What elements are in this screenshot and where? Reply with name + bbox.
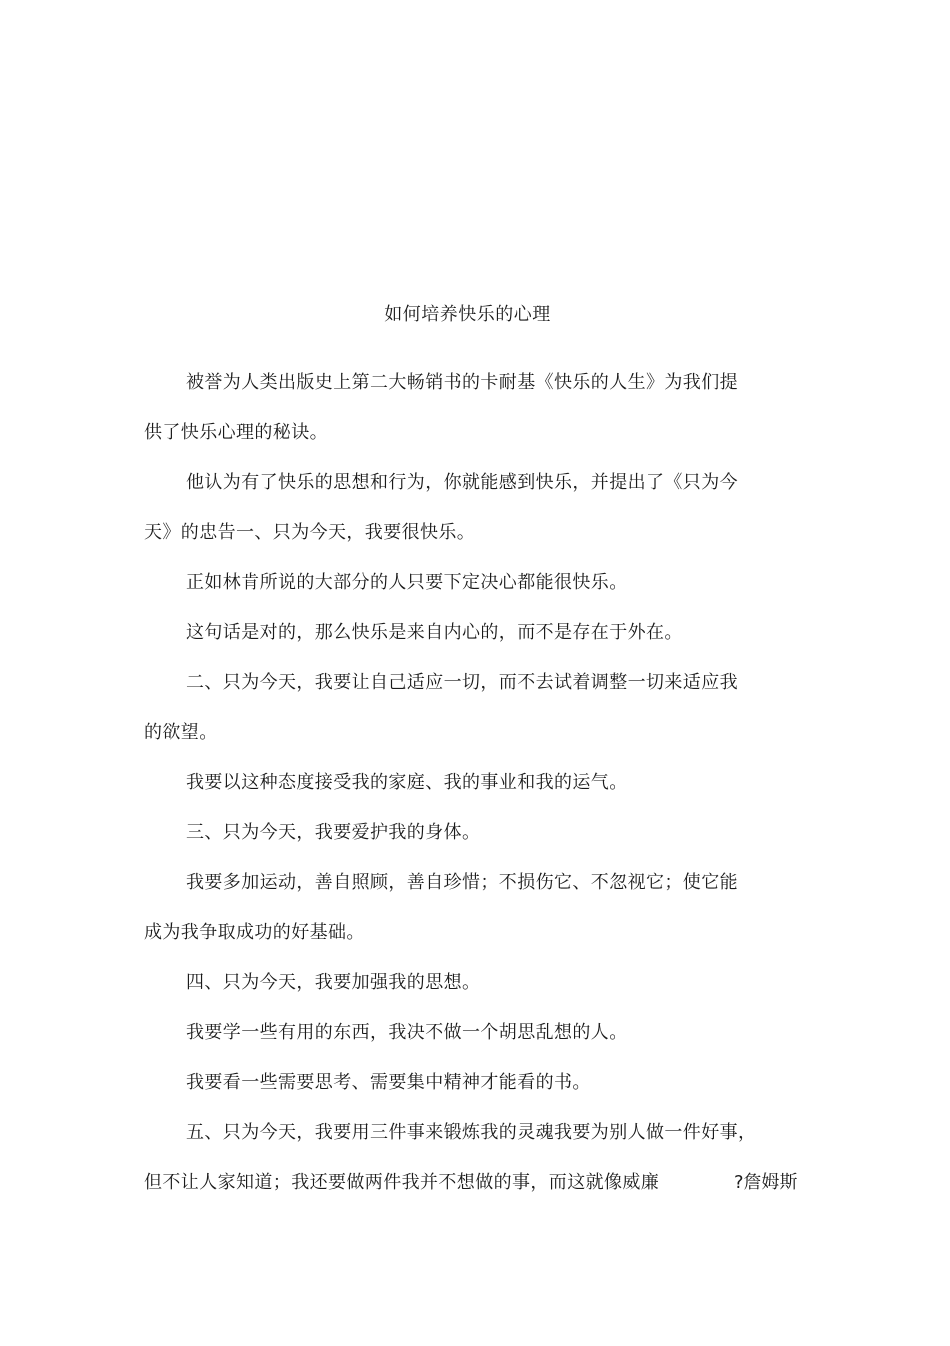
paragraph-line: 我要以这种态度接受我的家庭、我的事业和我的运气。: [186, 772, 628, 793]
paragraph-line: 但不让人家知道；我还要做两件我并不想做的事，而这就像威廉: [144, 1172, 660, 1193]
paragraph-line: 正如林肯所说的大部分的人只要下定决心都能很快乐。: [186, 572, 628, 593]
paragraph-line: 我要看一些需要思考、需要集中精神才能看的书。: [186, 1072, 591, 1093]
paragraph-line: 三、只为今天，我要爱护我的身体。: [186, 822, 481, 843]
paragraph-line: 我要多加运动，善自照顾，善自珍惜；不损伤它、不忽视它；使它能: [186, 872, 738, 893]
paragraph-line: 我要学一些有用的东西，我决不做一个胡思乱想的人。: [186, 1022, 628, 1043]
paragraph-line: 被誉为人类出版史上第二大畅销书的卡耐基《快乐的人生》为我们提: [186, 372, 738, 393]
paragraph-line: 四、只为今天，我要加强我的思想。: [186, 972, 481, 993]
paragraph-line: 他认为有了快乐的思想和行为，你就能感到快乐，并提出了《只为今: [186, 472, 738, 493]
paragraph-line: 的欲望。: [144, 722, 218, 743]
paragraph-line: 成为我争取成功的好基础。: [144, 922, 365, 943]
paragraph-line: 五、只为今天，我要用三件事来锻炼我的灵魂我要为别人做一件好事，: [186, 1122, 757, 1143]
document-title: 如何培养快乐的心理: [384, 304, 551, 325]
paragraph-line-tail: ?詹姆斯: [734, 1172, 798, 1193]
paragraph-line: 天》的忠告一、只为今天，我要很快乐。: [144, 522, 476, 543]
paragraph-line: 二、只为今天，我要让自己适应一切，而不去试着调整一切来适应我: [186, 672, 738, 693]
paragraph-line: 这句话是对的，那么快乐是来自内心的，而不是存在于外在。: [186, 622, 683, 643]
paragraph-line: 供了快乐心理的秘诀。: [144, 422, 328, 443]
